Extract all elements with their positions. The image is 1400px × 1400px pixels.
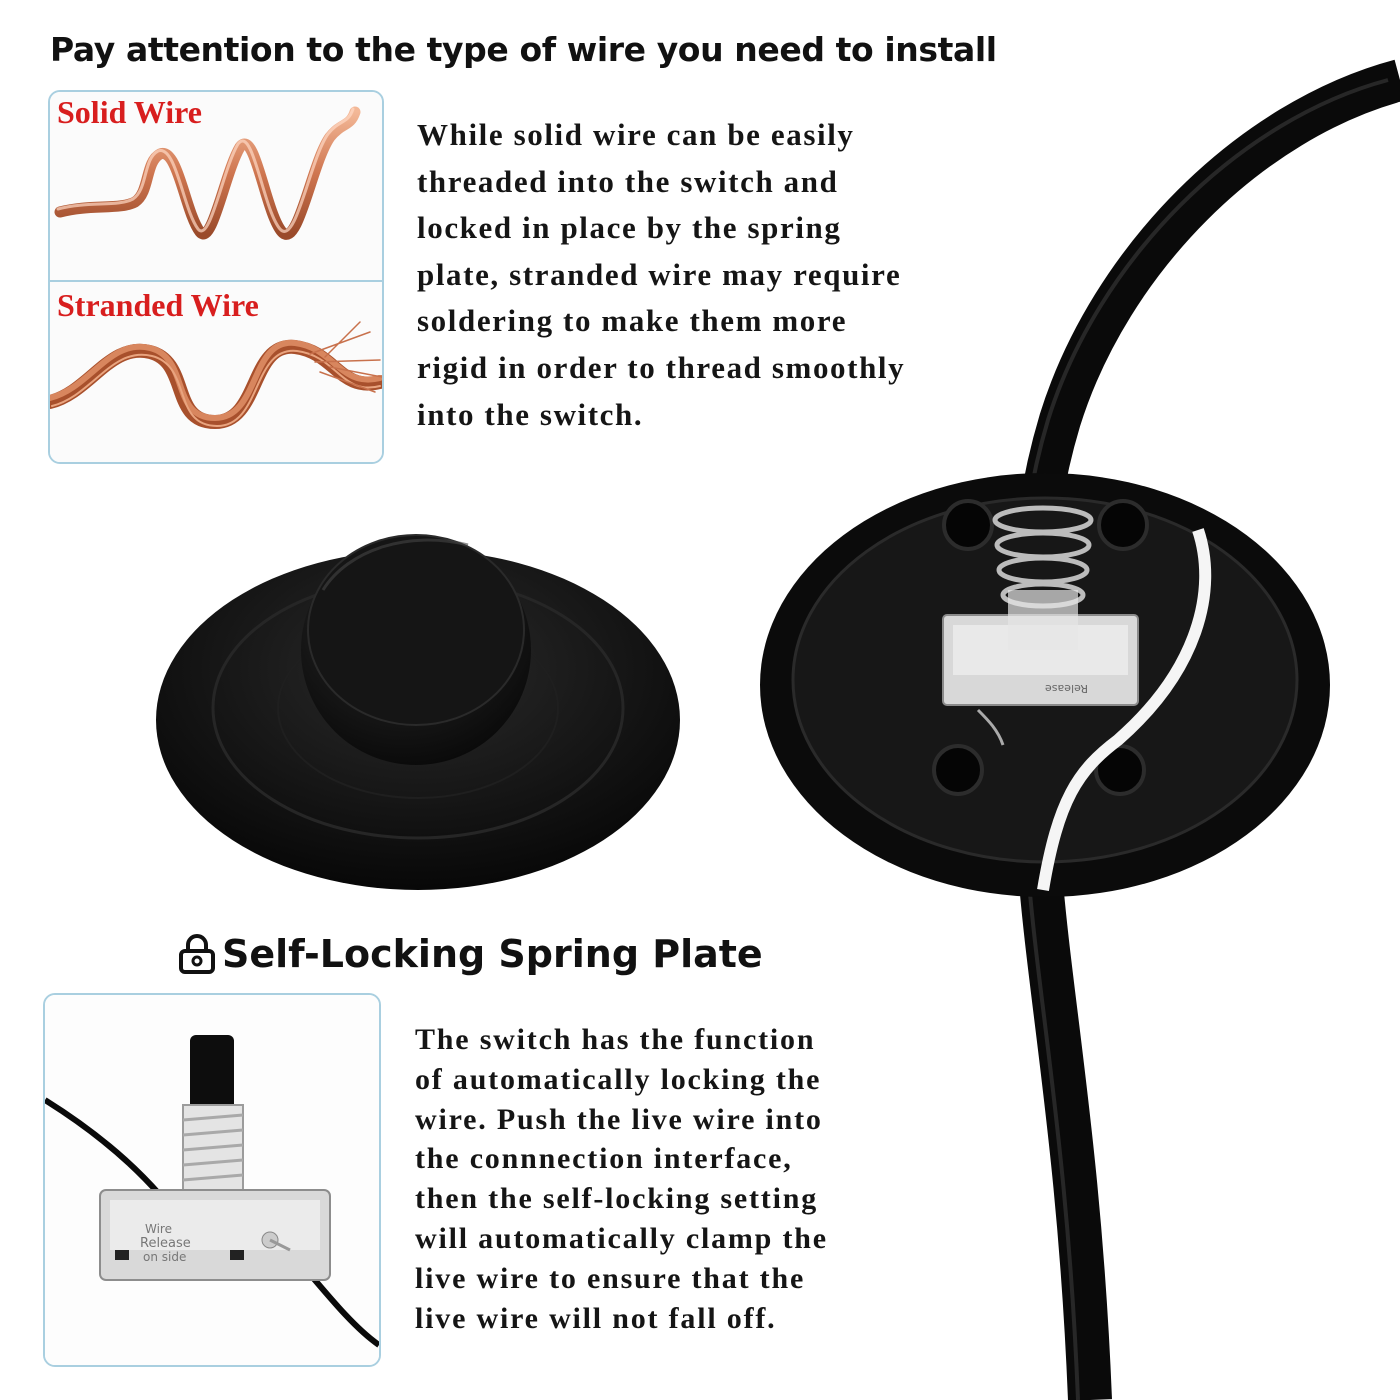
wire-description-line: into the switch.: [417, 396, 644, 432]
section-title-text: Self-Locking Spring Plate: [222, 932, 763, 976]
wire-description-line: plate, stranded wire may require: [417, 256, 902, 292]
wire-description-line: locked in place by the spring: [417, 210, 842, 246]
page-heading: Pay attention to the type of wire you need to install: [50, 30, 997, 69]
switch-closeup-panel: [43, 993, 381, 1367]
switch-marking-text: Release: [1045, 682, 1088, 695]
switch-marking-2: Release: [140, 1236, 191, 1251]
switch-description-line: The switch has the function: [415, 1023, 816, 1056]
switch-description-line: then the self-locking setting: [415, 1182, 819, 1216]
switch-description-line: the connnection interface,: [415, 1142, 793, 1176]
wire-description-line: rigid in order to thread smoothly: [417, 349, 906, 385]
switch-closeup-photo: [45, 995, 379, 1365]
solid-wire-label: Solid Wire: [57, 94, 202, 130]
wire-description-line: While solid wire can be easily: [417, 117, 855, 152]
lock-icon: [178, 934, 216, 974]
switch-marking-1: Wire: [145, 1222, 172, 1236]
switch-description-line: live wire to ensure that the: [415, 1261, 806, 1295]
foot-switch-top-view: [148, 470, 688, 900]
foot-switch-inside-view: [758, 470, 1333, 910]
wire-description-line: soldering to make them more: [417, 303, 848, 339]
section-title: [178, 932, 763, 976]
switch-description-line: of automatically locking the: [415, 1062, 822, 1096]
switch-description: [415, 1020, 828, 1338]
switch-description-line: wire. Push the live wire into: [415, 1102, 823, 1136]
switch-description-line: live wire will not fall off.: [415, 1301, 777, 1335]
switch-marking-3: on side: [143, 1250, 187, 1264]
switch-description-line: will automatically clamp the: [415, 1221, 828, 1255]
stranded-wire-label: Stranded Wire: [57, 287, 259, 323]
wire-description-line: threaded into the switch and: [417, 163, 839, 199]
